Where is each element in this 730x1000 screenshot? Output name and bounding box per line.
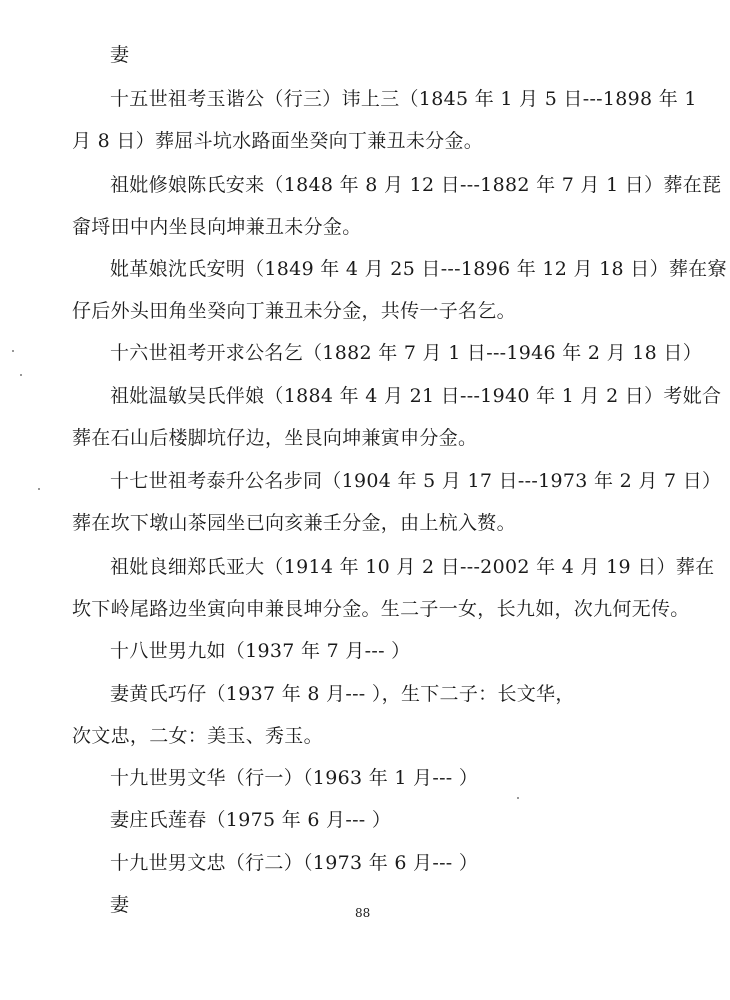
text-line-10: 葬在石山后楼脚坑仔边，坐艮向坤兼寅申分金。 — [72, 427, 478, 449]
text-line-01: 妻 — [110, 44, 130, 66]
text-line-16: 妻黄氏巧仔（1937 年 8 月--- ），生下二子：长文华， — [110, 683, 575, 705]
scan-speck — [38, 488, 40, 490]
text-line-19: 妻庄氏莲春（1975 年 6 月--- ） — [110, 809, 392, 831]
text-line-07: 仔后外头田角坐癸向丁兼丑未分金，共传一子名乞。 — [72, 300, 516, 322]
text-line-02: 十五世祖考玉谐公（行三）讳上三（1845 年 1 月 5 日---1898 年 1 — [110, 88, 697, 110]
text-line-15: 十八世男九如（1937 年 7 月--- ） — [110, 640, 411, 662]
text-line-18: 十九世男文华（行一）（1963 年 1 月--- ） — [110, 767, 479, 789]
text-line-05: 畲埒田中内坐艮向坤兼丑未分金。 — [72, 216, 362, 238]
text-line-03: 月 8 日）葬屈斗坑水路面坐癸向丁兼丑未分金。 — [72, 130, 484, 152]
scan-speck — [12, 350, 14, 352]
text-line-08: 十六世祖考开求公名乞（1882 年 7 月 1 日---1946 年 2 月 18 日） — [110, 342, 703, 364]
text-line-12: 葬在坎下墩山茶园坐已向亥兼壬分金，由上杭入赘。 — [72, 512, 516, 534]
scan-speck — [20, 374, 22, 376]
text-line-17: 次文忠，二女：美玉、秀玉。 — [72, 725, 323, 747]
text-line-20: 十九世男文忠（行二）（1973 年 6 月--- ） — [110, 852, 479, 874]
text-line-14: 坎下岭尾路边坐寅向申兼艮坤分金。生二子一女，长九如，次九何无传。 — [72, 598, 690, 620]
text-line-06: 妣革娘沈氏安明（1849 年 4 月 25 日---1896 年 12 月 18 日）葬在寮 — [110, 258, 727, 280]
text-line-21: 妻 — [110, 894, 130, 916]
text-line-09: 祖妣温敏吴氏伴娘（1884 年 4 月 21 日---1940 年 1 月 2 日）考妣合 — [110, 385, 722, 407]
text-line-11: 十七世祖考泰升公名步同（1904 年 5 月 17 日---1973 年 2 月 7 日） — [110, 470, 722, 492]
text-line-04: 祖妣修娘陈氏安来（1848 年 8 月 12 日---1882 年 7 月 1 日）葬在琵 — [110, 174, 722, 196]
text-line-13: 祖妣良细郑氏亚大（1914 年 10 月 2 日---2002 年 4 月 19 日）葬在 — [110, 556, 715, 578]
scan-speck — [517, 797, 519, 799]
page-number: 88 — [355, 906, 371, 920]
